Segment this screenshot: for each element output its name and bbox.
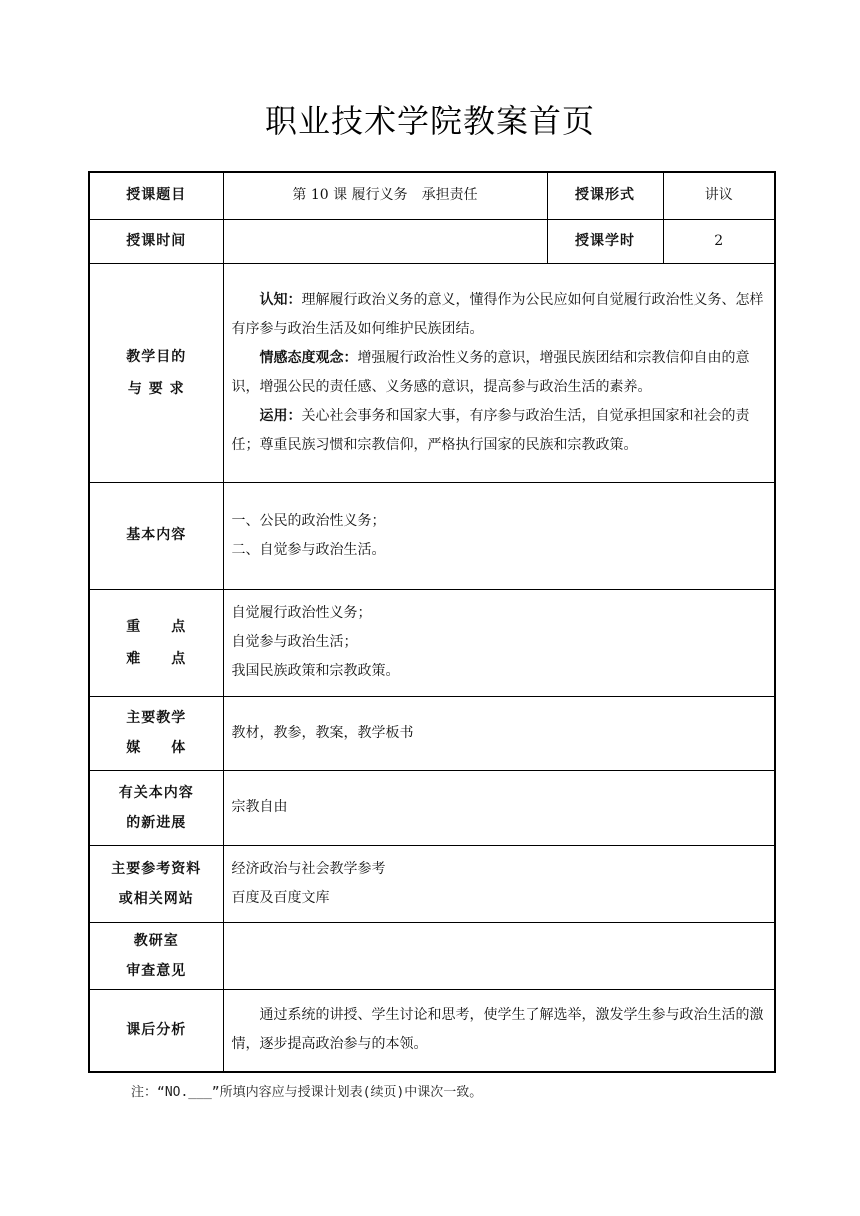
row-analysis: [89, 989, 775, 1072]
footnote: 注：“NO.___”所填内容应与授课计划表(续页)中课次一致。: [131, 1085, 483, 1100]
label-time: 授课时间: [89, 219, 223, 263]
value-analysis: [223, 989, 775, 1072]
label-analysis: 课后分析: [89, 989, 223, 1072]
row-objectives: [89, 263, 775, 482]
label-progress-line1: 有关本内容: [118, 784, 194, 801]
value-media: 教材，教参，教案，教学板书: [223, 696, 775, 770]
page-title: 职业技术学院教案首页: [264, 102, 595, 140]
label-media: [89, 696, 223, 770]
value-review: [223, 922, 775, 989]
key-point-line: 自觉参与政治生活；: [231, 634, 358, 650]
value-content: [223, 482, 775, 589]
key-point-line: 我国民族政策和宗教政策。: [231, 663, 400, 679]
row-topic: [89, 172, 775, 219]
objective-cognition: [232, 286, 769, 344]
label-hours: 授课学时: [547, 219, 663, 263]
value-hours: 2: [663, 219, 775, 263]
value-topic: 第 10 课 履行义务 承担责任: [223, 172, 547, 219]
content-line: 二、自觉参与政治生活。: [231, 541, 386, 558]
label-form: 授课形式: [547, 172, 663, 219]
value-references: [223, 845, 775, 922]
label-objectives: [89, 263, 223, 482]
label-progress: [89, 770, 223, 845]
label-key-points: [89, 589, 223, 696]
value-progress: 宗教自由: [223, 770, 775, 845]
row-content: [89, 482, 775, 589]
objective-application-key: 运用：: [259, 407, 302, 424]
label-references-line1: 主要参考资料: [111, 860, 202, 877]
row-key-points: [89, 589, 775, 696]
objective-application-text: 关心社会事务和国家大事，有序参与政治生活，自觉承担国家和社会的责任；尊重民族习惯和宗教信仰，严格执行国家的民族和宗教政策。: [231, 407, 750, 453]
label-objectives-line2: 与 要 求: [127, 380, 185, 397]
objective-cognition-key: 认知：: [259, 291, 302, 308]
label-review-line2: 审查意见: [126, 962, 187, 979]
key-point-line: 自觉履行政治性义务；: [231, 605, 372, 621]
objective-application: [232, 402, 769, 460]
analysis-text: 通过系统的讲授、学生讨论和思考，使学生了解选举，激发学生参与政治生活的激情，逐步提高政治参与的本领。: [231, 1007, 764, 1053]
row-time: [89, 219, 775, 263]
objective-attitude-key: 情感态度观念：: [259, 349, 358, 366]
label-key-points-line1: 重 点: [126, 618, 187, 635]
label-references: [89, 845, 223, 922]
reference-line: 经济政治与社会教学参考: [231, 860, 386, 877]
row-review: [89, 922, 775, 989]
label-key-points-line2: 难 点: [126, 650, 187, 667]
value-time: [223, 219, 547, 263]
row-progress: [89, 770, 775, 845]
reference-line: 百度及百度文库: [231, 889, 330, 906]
value-key-points: [223, 589, 775, 696]
row-references: [89, 845, 775, 922]
objective-attitude: [232, 344, 769, 402]
label-review: [89, 922, 223, 989]
objective-cognition-text: 理解履行政治义务的意义，懂得作为公民应如何自觉履行政治性义务、怎样有序参与政治生活及如何维护民族团结。: [231, 291, 764, 337]
label-review-line1: 教研室: [133, 932, 179, 949]
label-progress-line2: 的新进展: [126, 814, 187, 831]
row-media: [89, 696, 775, 770]
label-media-line1: 主要教学: [126, 710, 187, 726]
label-media-line2: 媒 体: [126, 740, 187, 756]
label-objectives-line1: 教学目的: [126, 348, 187, 365]
value-form: 讲议: [663, 172, 775, 219]
lesson-plan-table: [88, 171, 776, 1073]
label-topic: 授课题目: [89, 172, 223, 219]
content-line: 一、公民的政治性义务；: [231, 512, 386, 529]
value-objectives: [223, 263, 775, 482]
objective-attitude-text: 增强履行政治性义务的意识，增强民族团结和宗教信仰自由的意识，增强公民的责任感、义务感的意识，提高参与政治生活的素养。: [231, 349, 750, 395]
label-references-line2: 或相关网站: [118, 890, 194, 907]
label-content: 基本内容: [89, 482, 223, 589]
